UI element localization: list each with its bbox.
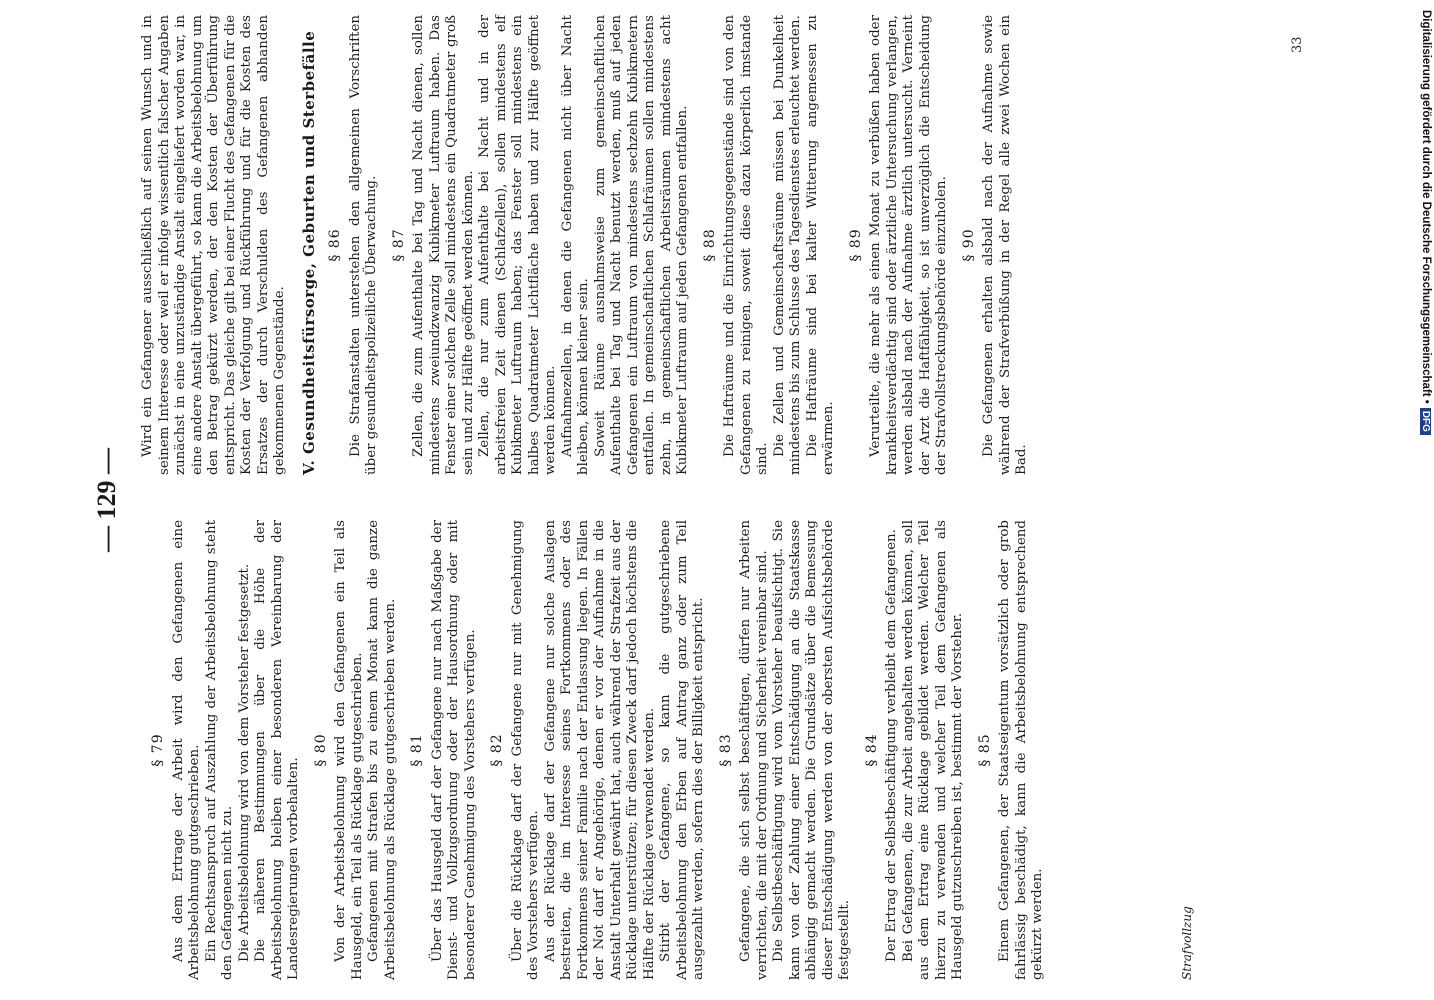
section-heading: § 89: [847, 228, 864, 262]
section-paragraph: Ein Rechtsanspruch auf Auszahlung der Arbeitsbelohnung steht den Gefangenen nicht zu.: [203, 520, 235, 980]
section-paragraph: Gefangenen mit Strafen bis zu einem Monat kann die ganze Arbeitsbelohnung als Rücklage gutgeschrieben werden.: [366, 520, 398, 980]
section-heading: § 80: [312, 733, 329, 767]
section-heading: § 85: [976, 733, 993, 767]
section-paragraph: Der Ertrag der Selbstbeschäftigung verbleibt dem Gefangenen.: [884, 529, 899, 962]
right-column: [140, 15, 1320, 475]
section-paragraph: Die Gefangenen erhalten alsbald nach der Aufnahme sowie während der Strafverbüßung in der Regel alle zwei Wochen ein Bad.: [981, 15, 1029, 475]
carryover-paragraph: Wird ein Gefangener ausschließlich auf seinen Wunsch und in seinem Interesse oder weil er infolge wissentlich falscher Angaben zunächst in eine unzuständige Anstalt eingeliefert worden war, in eine andere Anstalt übergeführt, so kann die Arbeitsbelohnung um den Betrag gekürzt werden, der den Kosten der Überführung entspricht. Das gleiche gilt bei einer Flucht des Gefangenen für die Kosten der Verfolgung und Rückführung und für die Kosten des Ersatzes der durch Verschulden des Gefangenen abhanden gekommenen Gegenstände.: [140, 15, 287, 475]
section-paragraph: Aus dem Ertrage der Arbeit wird den Gefangenen eine Arbeitsbelohnung gutgeschrieben.: [170, 520, 202, 980]
footer-signature: Strafvollzug: [1180, 906, 1194, 980]
chapter-heading: V. Gesundheitsfürsorge, Geburten und Sterbefälle: [299, 30, 318, 475]
section-heading: § 81: [409, 733, 425, 767]
section-heading: § 87: [390, 228, 407, 262]
sheet-number: 33: [1290, 36, 1305, 53]
section-paragraph: Einem Gefangenen, der Staatseigentum vorsätzlich oder grob fahrlässig beschädigt, kann die Arbeitsbelohnung entsprechend gekürzt werden.: [997, 520, 1045, 980]
section-paragraph: Die Selbstbeschäftigung wird vom Vorsteher beaufsichtigt. Sie kann von der Zahlung einer Entschädigung an die Staatskasse abhängig gemacht werden. Die Grundsätze über die Bemessung dieser Entschädigung werden von der obersten Aufsichtsbehörde festgestellt.: [771, 520, 852, 980]
section-heading: § 84: [863, 733, 880, 767]
section-paragraph: Zellen, die nur zum Aufenthalte bei Nacht und in der arbeitsfreien Zeit dienen (Schlafzellen), sollen mindestens elf Kubikmeter Luftraum haben; das Fenster soll mindestens ein halbes Quadratmeter Lichtfläche haben und zur Hälfte geöffnet werden können.: [477, 15, 558, 475]
dfg-logo: DFG: [1420, 408, 1431, 435]
section-heading: § 79: [150, 733, 166, 767]
section-paragraph: Verurteilte, die mehr als einen Monat zu verbüßen haben oder krankheitsverdächtig sind oder ärztliche Untersuchung verlangen, werden alsbald nach der Aufnahme ärztlich untersucht. Verneint der Arzt die Haftfähigkeit, so ist unverzüglich die Entscheidung der Strafvollstreckungsbehörde einzuholen.: [868, 15, 949, 475]
section-paragraph: Aufnahmezellen, in denen die Gefangenen nicht über Nacht bleiben, können kleiner sein.: [559, 15, 591, 475]
right-sections: [327, 15, 1031, 475]
section-paragraph: Stirbt der Gefangene, so kann die gutgeschriebene Arbeitsbelohnung den Erben auf Antrag ganz oder zum Teil ausgezahlt werden, sofern dies der Billigkeit entspricht.: [658, 520, 706, 980]
section-heading: § 82: [489, 733, 505, 767]
section-paragraph: Die Zellen und Gemeinschaftsräume müssen bei Dunkelheit mindestens bis zum Schlusse des Tagesdienstes erleuchtet werden.: [771, 15, 803, 475]
section-paragraph: Die Hafträume sind bei kalter Witterung angemessen zu erwärmen.: [804, 15, 836, 475]
section-heading: § 86: [327, 228, 343, 262]
section-paragraph: Von der Arbeitsbelohnung wird den Gefangenen ein Teil als Hausgeld, ein Teil als Rücklage gutgeschrieben.: [333, 520, 365, 980]
section-heading: § 83: [717, 733, 734, 767]
page-number: — 129 —: [92, 448, 121, 552]
section-paragraph: Über das Hausgeld darf der Gefangene nur nach Maßgabe der Dienst- und Vollzugsordnung oder der Hausordnung oder mit besonderer Genehmigung des Vorstehers verfügen.: [429, 520, 478, 980]
section-paragraph: Bei Gefangenen, die zur Arbeit angehalten werden können, soll aus dem Ertrag eine Rücklage gebildet werden. Welcher Teil hierzu zu verwenden und welcher Teil dem Gefangenen als Hausgeld gutzuschreiben ist, bestimmt der Vorsteher.: [900, 520, 965, 980]
section-heading: § 90: [960, 228, 977, 262]
section-paragraph: Aus der Rücklage darf der Gefangene nur solche Auslagen bestreiten, die im Interesse seines Fortkommens oder des Fortkommens seiner Familie nach der Entlassung liegen. In Fällen der Not darf er Angehörige, denen er vor der Aufnahme in die Anstalt Unterhalt gewährt hat, auch während der Strafzeit aus der Rücklage unterstützen; für diesen Zweck darf jedoch höchstens die Hälfte der Rücklage verwendet werden.: [542, 520, 657, 980]
digitization-note-label: Digitalisierung gefördert durch die Deutsche Forschungsgemeinschaft •: [1420, 10, 1432, 404]
section-paragraph: Die Strafanstalten unterstehen den allgemeinen Vorschriften über gesundheitspolizeiliche Überwachung.: [347, 15, 379, 475]
section-paragraph: Über die Rücklage darf der Gefangene nur mit Genehmigung des Vorstehers verfügen.: [509, 520, 541, 980]
section-paragraph: Zellen, die zum Aufenthalte bei Tag und Nacht dienen, sollen mindestens zweiundzwanzig Kubikmeter Luftraum haben. Das Fenster einer solchen Zelle soll mindestens ein Quadratmeter groß sein und zur Hälfte geöffnet werden können.: [411, 15, 476, 475]
section-paragraph: Soweit Räume ausnahmsweise zum gemeinschaftlichen Aufenthalte bei Tag und Nacht benutzt werden, muß auf jeden Gefangenen ein Luftraum von mindestens sechzehn Kubikmetern entfallen. In gemeinschaftlichen Schlafräumen sollen mindestens zehn, in gemeinschaftlichen Arbeitsräumen mindestens acht Kubikmeter Luftraum auf jeden Gefangenen entfallen.: [592, 15, 690, 475]
section-paragraph: Gefangene, die sich selbst beschäftigen, dürfen nur Arbeiten verrichten, die mit der Ordnung und Sicherheit vereinbar sind.: [738, 520, 770, 980]
left-column: [140, 520, 1320, 980]
section-heading: § 88: [701, 228, 718, 262]
section-paragraph: Die Hafträume und die Einrichtungsgegenstände sind von den Gefangenen zu reinigen, soweit diese dazu körperlich imstande sind.: [722, 15, 770, 475]
section-paragraph: Die Arbeitsbelohnung wird von dem Vorsteher festgesetzt.: [236, 563, 252, 962]
digitization-note: [1416, 10, 1432, 990]
section-paragraph: Die näheren Bestimmungen über die Höhe der Arbeitsbelohnung bleiben einer besonderen Vereinbarung der Landesregierungen vorbehalten.: [253, 520, 301, 980]
digitization-note-text: [1416, 10, 1432, 990]
